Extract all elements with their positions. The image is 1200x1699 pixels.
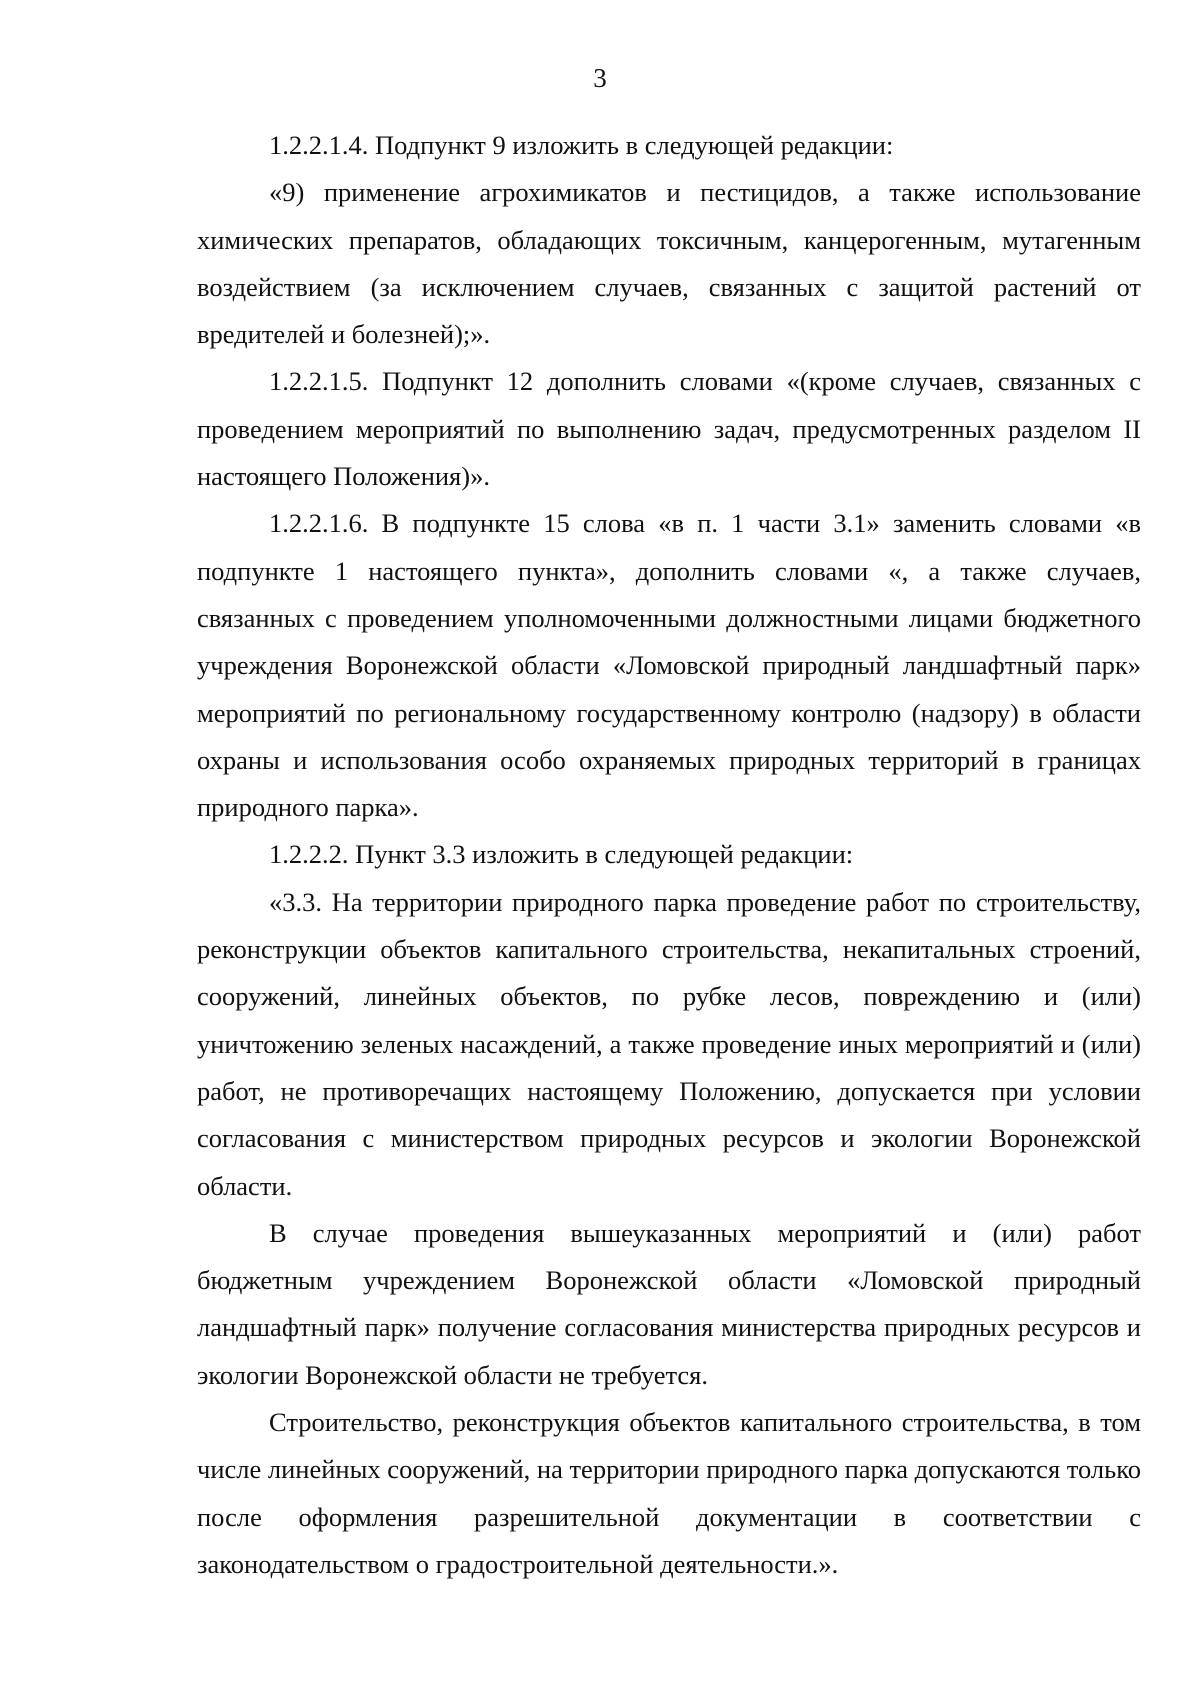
paragraph-1-2-2-1-6: 1.2.2.1.6. В подпункте 15 слова «в п. 1 части 3.1» заменить словами «в подпункте 1 настоящего пункта», дополнить словами «, а также случаев, связанных с проведением уполномоченными должностными лицами бюджетного учреждения Воронежской области «Ломовской природный ландшафтный парк» мероприятий по региональному государственному контролю (надзору) в области охраны и использования особо охраняемых природных территорий в границах природного парка».: [197, 508, 1141, 823]
paragraph-1-2-2-2: 1.2.2.2. Пункт 3.3 изложить в следующей редакции:: [269, 839, 854, 870]
paragraph-construction-text: Строительство, реконструкция объектов капитального строительства, в том числе линейных сооружений, на территории природного парка допускаются только после оформления разрешительной документации в соответствии с законодательством о градостроительной деятельности.».: [197, 1407, 1141, 1579]
document-body: [197, 122, 1141, 1588]
paragraph-exception-text: В случае проведения вышеуказанных мероприятий и (или) работ бюджетным учреждением Воронежской области «Ломовской природный ландшафтный парк» получение согласования министерства природных ресурсов и экологии Воронежской области не требуется.: [197, 1217, 1141, 1390]
paragraph-1-2-2-1-5: 1.2.2.1.5. Подпункт 12 дополнить словами «(кроме случаев, связанных с проведением мероприятий по выполнению задач, предусмотренных разделом II настоящего Положения)».: [197, 366, 1141, 492]
paragraph-1-2-2-1-4: 1.2.2.1.4. Подпункт 9 изложить в следующей редакции:: [269, 130, 894, 160]
paragraph-item-3-3-text: «3.3. На территории природного парка проведение работ по строительству, реконструкции объектов капитального строительства, некапитальных строений, сооружений, линейных объектов, по рубке лесов, повреждению и (или) уничтожению зеленых насаждений, а также проведение иных мероприятий и (или) работ, не противоречащих настоящему Положению, допускается при условии согласования с министерством природных ресурсов и экологии Воронежской области.: [197, 886, 1141, 1201]
page-number: 3: [593, 63, 607, 93]
paragraph-item-9-text: «9) применение агрохимикатов и пестицидов, а также использование химических препаратов, обладающих токсичным, канцерогенным, мутагенным воздействием (за исключением случаев, связанных с защитой растений от вредителей и болезней);».: [197, 177, 1141, 350]
